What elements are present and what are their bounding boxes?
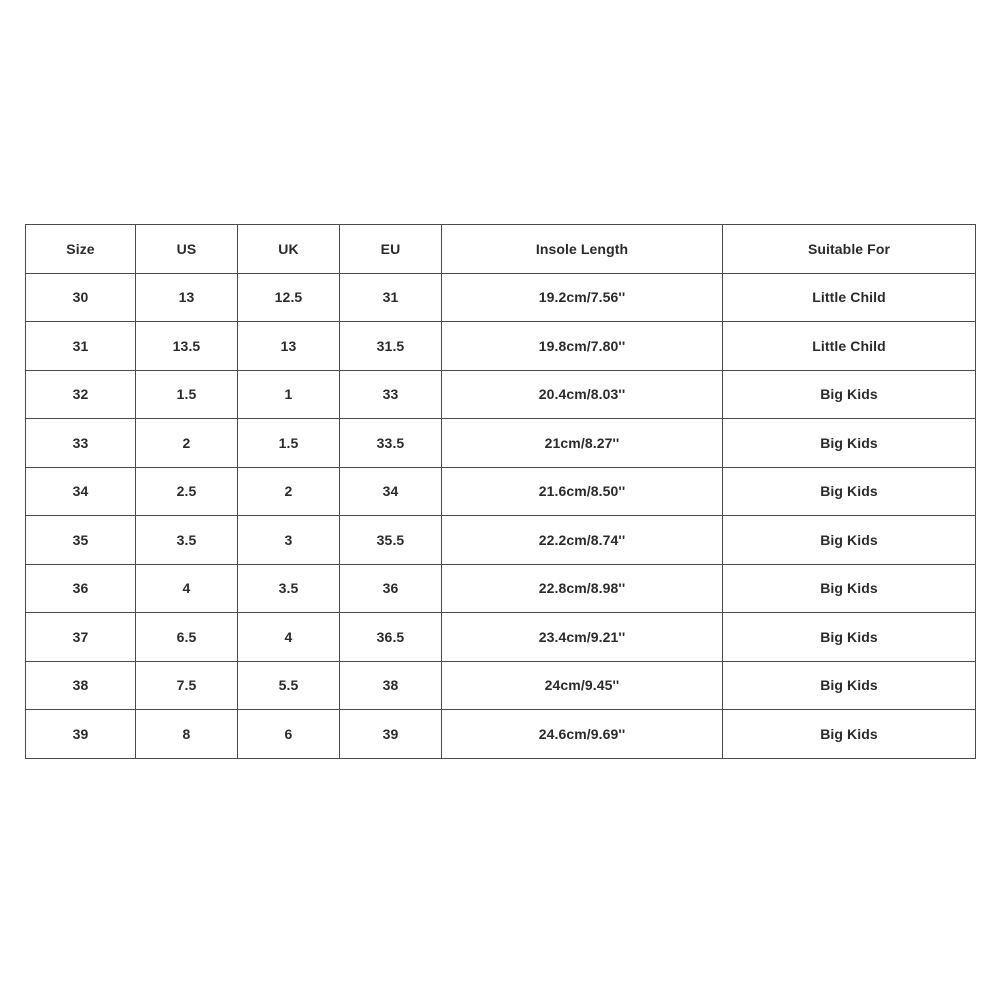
cell-eu: 35.5 [340, 516, 442, 565]
cell-size: 34 [26, 467, 136, 516]
cell-uk: 5.5 [238, 661, 340, 710]
cell-uk: 1.5 [238, 419, 340, 468]
cell-eu: 33 [340, 370, 442, 419]
cell-us: 13.5 [136, 322, 238, 371]
header-eu: EU [340, 225, 442, 274]
cell-eu: 31.5 [340, 322, 442, 371]
cell-size: 30 [26, 273, 136, 322]
cell-us: 13 [136, 273, 238, 322]
cell-eu: 39 [340, 710, 442, 759]
cell-size: 33 [26, 419, 136, 468]
cell-uk: 13 [238, 322, 340, 371]
cell-suitable-for: Big Kids [723, 516, 976, 565]
cell-us: 8 [136, 710, 238, 759]
cell-us: 6.5 [136, 613, 238, 662]
cell-uk: 3 [238, 516, 340, 565]
cell-suitable-for: Big Kids [723, 467, 976, 516]
cell-eu: 38 [340, 661, 442, 710]
header-suitable-for: Suitable For [723, 225, 976, 274]
header-us: US [136, 225, 238, 274]
cell-size: 39 [26, 710, 136, 759]
header-size: Size [26, 225, 136, 274]
cell-eu: 33.5 [340, 419, 442, 468]
cell-suitable-for: Big Kids [723, 710, 976, 759]
cell-uk: 3.5 [238, 564, 340, 613]
cell-us: 2 [136, 419, 238, 468]
table-row [26, 370, 976, 419]
cell-suitable-for: Little Child [723, 322, 976, 371]
header-insole-length: Insole Length [442, 225, 723, 274]
cell-uk: 4 [238, 613, 340, 662]
cell-uk: 1 [238, 370, 340, 419]
cell-suitable-for: Big Kids [723, 419, 976, 468]
table-row [26, 273, 976, 322]
cell-us: 2.5 [136, 467, 238, 516]
cell-size: 31 [26, 322, 136, 371]
cell-uk: 12.5 [238, 273, 340, 322]
table-row [26, 564, 976, 613]
cell-insole-length: 24cm/9.45'' [442, 661, 723, 710]
cell-eu: 36.5 [340, 613, 442, 662]
cell-size: 35 [26, 516, 136, 565]
cell-insole-length: 20.4cm/8.03'' [442, 370, 723, 419]
table-row [26, 661, 976, 710]
cell-insole-length: 21cm/8.27'' [442, 419, 723, 468]
cell-insole-length: 19.2cm/7.56'' [442, 273, 723, 322]
cell-us: 7.5 [136, 661, 238, 710]
cell-insole-length: 21.6cm/8.50'' [442, 467, 723, 516]
cell-suitable-for: Big Kids [723, 613, 976, 662]
size-chart-table [25, 224, 976, 759]
cell-insole-length: 19.8cm/7.80'' [442, 322, 723, 371]
cell-eu: 36 [340, 564, 442, 613]
header-uk: UK [238, 225, 340, 274]
cell-us: 3.5 [136, 516, 238, 565]
size-chart-header [26, 225, 976, 274]
table-row [26, 467, 976, 516]
cell-insole-length: 24.6cm/9.69'' [442, 710, 723, 759]
cell-insole-length: 22.2cm/8.74'' [442, 516, 723, 565]
cell-uk: 6 [238, 710, 340, 759]
cell-size: 38 [26, 661, 136, 710]
cell-insole-length: 22.8cm/8.98'' [442, 564, 723, 613]
cell-size: 37 [26, 613, 136, 662]
cell-uk: 2 [238, 467, 340, 516]
table-row [26, 613, 976, 662]
cell-size: 32 [26, 370, 136, 419]
header-row [26, 225, 976, 274]
cell-suitable-for: Little Child [723, 273, 976, 322]
cell-us: 1.5 [136, 370, 238, 419]
cell-suitable-for: Big Kids [723, 370, 976, 419]
cell-us: 4 [136, 564, 238, 613]
cell-suitable-for: Big Kids [723, 564, 976, 613]
table-row [26, 419, 976, 468]
cell-eu: 31 [340, 273, 442, 322]
table-row [26, 710, 976, 759]
table-row [26, 516, 976, 565]
cell-insole-length: 23.4cm/9.21'' [442, 613, 723, 662]
cell-suitable-for: Big Kids [723, 661, 976, 710]
table-row [26, 322, 976, 371]
cell-size: 36 [26, 564, 136, 613]
cell-eu: 34 [340, 467, 442, 516]
size-chart-body [26, 273, 976, 758]
